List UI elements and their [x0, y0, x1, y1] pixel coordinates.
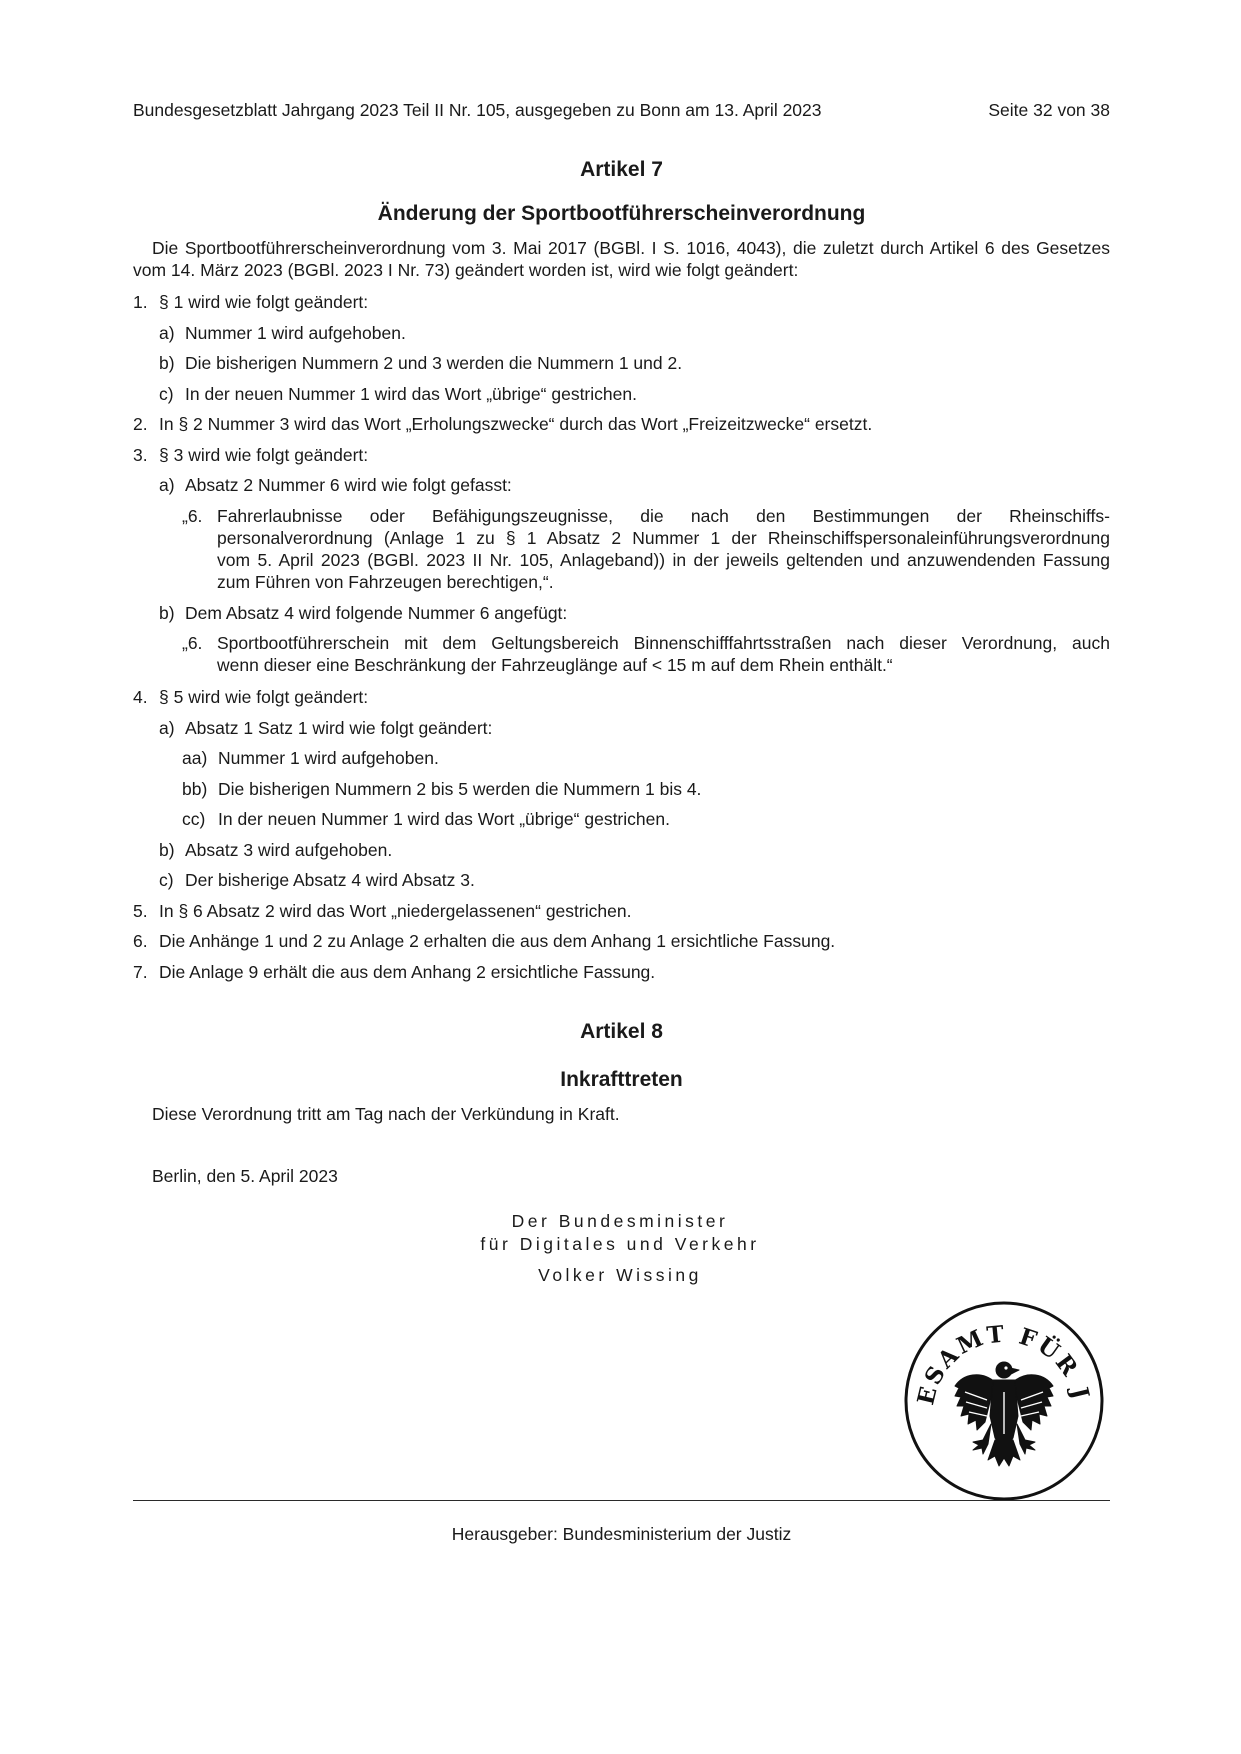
list-item-number: b)	[159, 353, 175, 373]
list-item-text: Der bisherige Absatz 4 wird Absatz 3.	[185, 870, 475, 890]
signatory-ministry: für Digitales und Verkehr	[480, 1234, 760, 1254]
list-item	[133, 930, 1110, 952]
quoted-line: Sportbootführerschein mit dem Geltungsbereich Binnenschifffahrtsstraßen nach dieser Verordnung, auch	[217, 633, 1110, 653]
article-8-text: Diese Verordnung tritt am Tag nach der Verkündung in Kraft.	[152, 1104, 620, 1124]
list-item-text: In § 2 Nummer 3 wird das Wort „Erholungszwecke“ durch das Wort „Freizeitzwecke“ ersetzt.	[159, 414, 873, 434]
list-item-number: 5.	[133, 901, 148, 921]
list-item-text: Nummer 1 wird aufgehoben.	[218, 748, 439, 768]
list-item	[159, 474, 1110, 496]
list-item-text: Die Anhänge 1 und 2 zu Anlage 2 erhalten die aus dem Anhang 1 ersichtliche Fassung.	[159, 931, 836, 951]
list-item	[159, 602, 1110, 624]
list-item-number: cc)	[182, 809, 206, 829]
list-item-number: 1.	[133, 292, 148, 312]
quoted-provision-text	[217, 505, 1110, 593]
footer-divider	[133, 1500, 1110, 1501]
article-8-number: Artikel 8	[580, 1020, 663, 1043]
list-item-text: Absatz 3 wird aufgehoben.	[185, 840, 393, 860]
list-item	[159, 322, 1110, 344]
list-item-number: 6.	[133, 931, 148, 951]
article-7-number: Artikel 7	[580, 158, 663, 181]
list-item-number: b)	[159, 603, 175, 623]
list-item-text: Absatz 2 Nummer 6 wird wie folgt gefasst:	[185, 475, 512, 495]
article-8-title: Inkrafttreten	[560, 1068, 683, 1091]
list-item	[133, 900, 1110, 922]
list-item-text: Die bisherigen Nummern 2 und 3 werden die Nummern 1 und 2.	[185, 353, 683, 373]
signatory-title: Der Bundesminister	[511, 1211, 729, 1231]
list-item-text: In der neuen Nummer 1 wird das Wort „übrige“ gestrichen.	[218, 809, 670, 829]
svg-text:BUNDESAMT FÜR JUSTIZ: ESAMT FÜR J	[912, 1320, 1095, 1408]
list-item	[182, 808, 1110, 830]
quoted-line: zum Führen von Fahrzeugen berechtigen,“.	[217, 572, 554, 592]
list-item-text: § 3 wird wie folgt geändert:	[159, 445, 369, 465]
quoted-provision-number: „6.	[182, 633, 203, 653]
list-item-number: aa)	[182, 748, 208, 768]
list-item-number: bb)	[182, 779, 208, 799]
official-seal	[903, 1300, 1105, 1502]
list-item	[159, 869, 1110, 891]
signatory-name: Volker Wissing	[538, 1265, 702, 1285]
list-item-text: Die Anlage 9 erhält die aus dem Anhang 2 ersichtliche Fassung.	[159, 962, 656, 982]
list-item	[159, 717, 1110, 739]
list-item-number: c)	[159, 384, 174, 404]
eagle-seal-icon	[903, 1300, 1105, 1502]
list-item	[182, 778, 1110, 800]
list-item-text: In § 6 Absatz 2 wird das Wort „niedergelassenen“ gestrichen.	[159, 901, 632, 921]
quoted-provision-text	[217, 632, 1110, 676]
publisher-footer: Herausgeber: Bundesministerium der Justiz	[451, 1524, 792, 1544]
list-item-number: a)	[159, 323, 175, 343]
list-item	[159, 839, 1110, 861]
list-item	[133, 686, 1110, 708]
quoted-provision	[182, 632, 1110, 678]
list-item-text: In der neuen Nummer 1 wird das Wort „übrige“ gestrichen.	[185, 384, 637, 404]
list-item-number: 7.	[133, 962, 148, 982]
list-item-text: § 5 wird wie folgt geändert:	[159, 687, 369, 707]
list-item-number: 4.	[133, 687, 148, 707]
quoted-line: vom 5. April 2023 (BGBl. 2023 II Nr. 105, Anlageband)) in der jeweils geltenden und anzuwendenden Fassung	[217, 550, 1110, 570]
list-item-text: § 1 wird wie folgt geändert:	[159, 292, 369, 312]
list-item-text: Absatz 1 Satz 1 wird wie folgt geändert:	[185, 718, 493, 738]
gazette-header: Bundesgesetzblatt Jahrgang 2023 Teil II Nr. 105, ausgegeben zu Bonn am 13. April 2023	[133, 100, 822, 120]
list-item-text: Die bisherigen Nummern 2 bis 5 werden die Nummern 1 bis 4.	[218, 779, 702, 799]
article-7-intro: Die Sportbootführerscheinverordnung vom 3. Mai 2017 (BGBl. I S. 1016, 4043), die zuletzt durch Artikel 6 des Gesetzes vom 14. März 2023 (BGBl. 2023 I Nr. 73) geändert worden ist, wird wie folgt geändert:	[133, 238, 1110, 280]
list-item-number: b)	[159, 840, 175, 860]
quoted-provision-number: „6.	[182, 506, 203, 526]
list-item-number: a)	[159, 475, 175, 495]
list-item-number: 2.	[133, 414, 148, 434]
list-item-text: Nummer 1 wird aufgehoben.	[185, 323, 406, 343]
list-item	[133, 291, 1110, 313]
list-item	[133, 444, 1110, 466]
list-item-number: c)	[159, 870, 174, 890]
list-item-number: a)	[159, 718, 175, 738]
quoted-line: Fahrerlaubnisse oder Befähigungszeugnisse, die nach den Bestimmungen der Rheinschiffs-	[217, 506, 1110, 526]
list-item	[159, 352, 1110, 374]
list-item	[133, 413, 1110, 435]
list-item	[133, 961, 1110, 983]
list-item-text: Dem Absatz 4 wird folgende Nummer 6 angefügt:	[185, 603, 568, 623]
quoted-provision	[182, 505, 1110, 595]
list-item	[182, 747, 1110, 769]
quoted-line: wenn dieser eine Beschränkung der Fahrzeuglänge auf < 15 m auf dem Rhein enthält.“	[217, 655, 893, 675]
list-item	[159, 383, 1110, 405]
page-number: Seite 32 von 38	[988, 100, 1110, 120]
article-7-title: Änderung der Sportbootführerscheinverordnung	[377, 202, 866, 225]
quoted-line: personalverordnung (Anlage 1 zu § 1 Absatz 2 Nummer 1 der Rheinschiffspersonaleinführungsverordnung	[217, 528, 1110, 548]
place-date: Berlin, den 5. April 2023	[152, 1166, 338, 1186]
list-item-number: 3.	[133, 445, 148, 465]
